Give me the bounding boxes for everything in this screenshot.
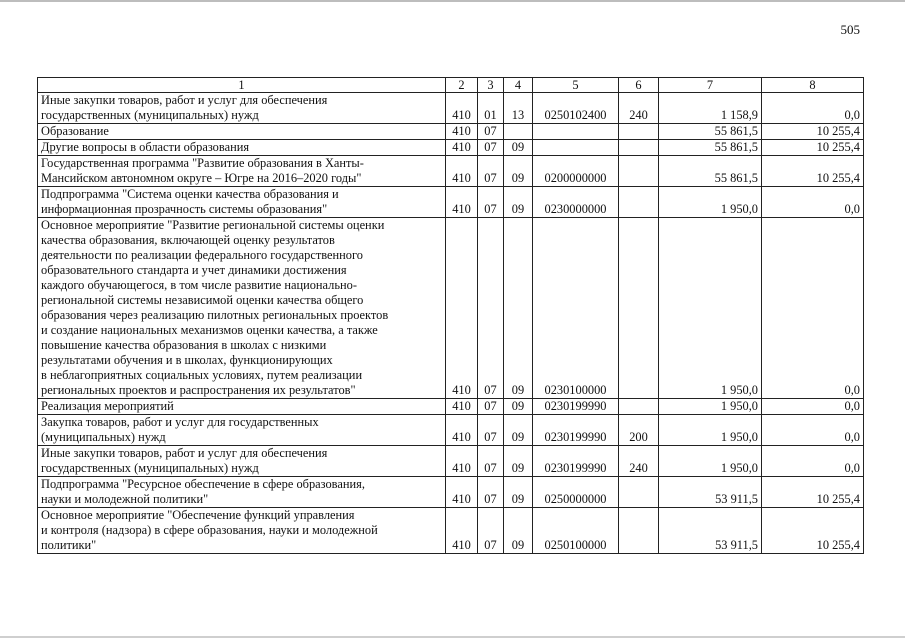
- amount-col7: 55 861,5: [659, 140, 762, 156]
- column-header: 4: [504, 78, 533, 93]
- target-article-code: [533, 124, 619, 140]
- budget-table: [37, 77, 864, 554]
- subsection-code: 09: [504, 477, 533, 508]
- subsection-code: 09: [504, 415, 533, 446]
- amount-col7: 55 861,5: [659, 124, 762, 140]
- target-article-code: 0250100000: [533, 508, 619, 554]
- column-header: 3: [478, 78, 504, 93]
- subsection-code: 13: [504, 93, 533, 124]
- section-code: 01: [478, 93, 504, 124]
- target-article-code: 0230000000: [533, 187, 619, 218]
- amount-col8: 0,0: [762, 399, 864, 415]
- amount-col8: 0,0: [762, 187, 864, 218]
- row-name: Образование: [38, 124, 446, 140]
- amount-col8: 0,0: [762, 415, 864, 446]
- subsection-code: 09: [504, 156, 533, 187]
- expense-type-code: [619, 156, 659, 187]
- amount-col7: 1 950,0: [659, 446, 762, 477]
- expense-type-code: [619, 124, 659, 140]
- expense-type-code: [619, 399, 659, 415]
- chapter-code: 410: [446, 93, 478, 124]
- table-row: [38, 187, 864, 218]
- subsection-code: 09: [504, 218, 533, 399]
- amount-col7: 53 911,5: [659, 508, 762, 554]
- section-code: 07: [478, 446, 504, 477]
- row-name: Основное мероприятие "Обеспечение функций управления и контроля (надзора) в сфере образования, науки и молодежной политики": [38, 508, 446, 554]
- row-name: Закупка товаров, работ и услуг для государственных (муниципальных) нужд: [38, 415, 446, 446]
- table-row: [38, 508, 864, 554]
- amount-col7: 1 950,0: [659, 399, 762, 415]
- amount-col7: 1 950,0: [659, 187, 762, 218]
- section-code: 07: [478, 156, 504, 187]
- subsection-code: [504, 124, 533, 140]
- chapter-code: 410: [446, 124, 478, 140]
- row-name: Другие вопросы в области образования: [38, 140, 446, 156]
- chapter-code: 410: [446, 508, 478, 554]
- chapter-code: 410: [446, 477, 478, 508]
- expense-type-code: [619, 477, 659, 508]
- amount-col8: 0,0: [762, 446, 864, 477]
- expense-type-code: [619, 508, 659, 554]
- table-row: [38, 140, 864, 156]
- expense-type-code: [619, 140, 659, 156]
- table-row: [38, 399, 864, 415]
- expense-type-code: 240: [619, 93, 659, 124]
- amount-col8: 0,0: [762, 93, 864, 124]
- table-row: [38, 477, 864, 508]
- amount-col7: 55 861,5: [659, 156, 762, 187]
- expense-type-code: 200: [619, 415, 659, 446]
- chapter-code: 410: [446, 156, 478, 187]
- expense-type-code: [619, 187, 659, 218]
- scan-edge-bottom: [0, 636, 905, 638]
- chapter-code: 410: [446, 399, 478, 415]
- column-header: 5: [533, 78, 619, 93]
- section-code: 07: [478, 415, 504, 446]
- target-article-code: 0230199990: [533, 399, 619, 415]
- section-code: 07: [478, 140, 504, 156]
- amount-col7: 53 911,5: [659, 477, 762, 508]
- expense-type-code: [619, 218, 659, 399]
- amount-col7: 1 950,0: [659, 218, 762, 399]
- subsection-code: 09: [504, 446, 533, 477]
- section-code: 07: [478, 399, 504, 415]
- section-code: 07: [478, 124, 504, 140]
- row-name: Государственная программа "Развитие образования в Ханты- Мансийском автономном округе – Югре на 2016–2020 годы": [38, 156, 446, 187]
- amount-col7: 1 950,0: [659, 415, 762, 446]
- amount-col7: 1 158,9: [659, 93, 762, 124]
- amount-col8: 10 255,4: [762, 156, 864, 187]
- chapter-code: 410: [446, 140, 478, 156]
- column-header: 6: [619, 78, 659, 93]
- column-header: 8: [762, 78, 864, 93]
- subsection-code: 09: [504, 508, 533, 554]
- amount-col8: 10 255,4: [762, 508, 864, 554]
- target-article-code: 0250000000: [533, 477, 619, 508]
- target-article-code: 0250102400: [533, 93, 619, 124]
- subsection-code: 09: [504, 187, 533, 218]
- amount-col8: 0,0: [762, 218, 864, 399]
- column-header: 2: [446, 78, 478, 93]
- scan-edge-top: [0, 0, 905, 2]
- row-name: Основное мероприятие "Развитие региональной системы оценки качества образования, включающей оценку результатов деятельности по реализации федерального государственного образовательного стандарта и учет динамики достижения каждого обучающегося, в том числе развитие национально- региональной системы независимой оценки качества общего образования через реализацию пилотных региональных проектов и создание национальных механизмов оценки качества, а также повышение качества образования в школах с низкими результатами обучения и в школах, функционирующих в неблагоприятных социальных условиях, путем реализации региональных проектов и распространения их результатов": [38, 218, 446, 399]
- target-article-code: [533, 140, 619, 156]
- column-header: 1: [38, 78, 446, 93]
- table-row: [38, 415, 864, 446]
- chapter-code: 410: [446, 446, 478, 477]
- table-row: [38, 93, 864, 124]
- section-code: 07: [478, 218, 504, 399]
- header-row: [38, 78, 864, 93]
- target-article-code: 0230199990: [533, 446, 619, 477]
- column-header: 7: [659, 78, 762, 93]
- target-article-code: 0200000000: [533, 156, 619, 187]
- subsection-code: 09: [504, 140, 533, 156]
- row-name: Подпрограмма "Ресурсное обеспечение в сфере образования, науки и молодежной политики": [38, 477, 446, 508]
- table-row: [38, 156, 864, 187]
- chapter-code: 410: [446, 187, 478, 218]
- section-code: 07: [478, 187, 504, 218]
- chapter-code: 410: [446, 218, 478, 399]
- amount-col8: 10 255,4: [762, 140, 864, 156]
- row-name: Реализация мероприятий: [38, 399, 446, 415]
- row-name: Подпрограмма "Система оценки качества образования и информационная прозрачность системы образования": [38, 187, 446, 218]
- row-name: Иные закупки товаров, работ и услуг для обеспечения государственных (муниципальных) нужд: [38, 446, 446, 477]
- table-row: [38, 218, 864, 399]
- target-article-code: 0230199990: [533, 415, 619, 446]
- chapter-code: 410: [446, 415, 478, 446]
- section-code: 07: [478, 508, 504, 554]
- page-number: 505: [840, 22, 860, 37]
- table-row: [38, 446, 864, 477]
- target-article-code: 0230100000: [533, 218, 619, 399]
- amount-col8: 10 255,4: [762, 477, 864, 508]
- amount-col8: 10 255,4: [762, 124, 864, 140]
- expense-type-code: 240: [619, 446, 659, 477]
- row-name: Иные закупки товаров, работ и услуг для обеспечения государственных (муниципальных) нужд: [38, 93, 446, 124]
- table-row: [38, 124, 864, 140]
- subsection-code: 09: [504, 399, 533, 415]
- section-code: 07: [478, 477, 504, 508]
